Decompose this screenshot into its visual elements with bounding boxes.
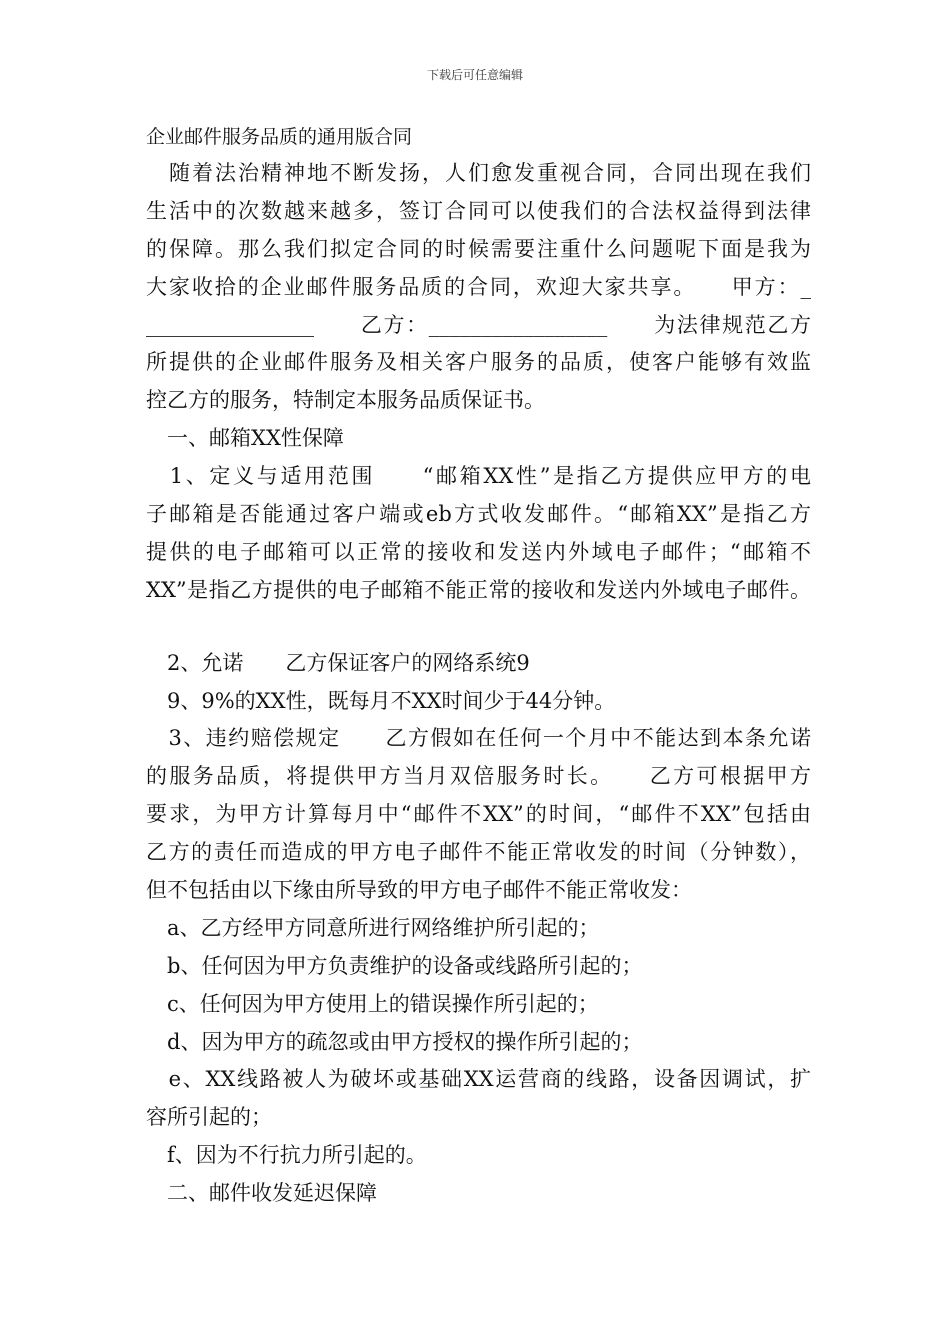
body-line: 控乙方的服务，特制定本服务品质保证书。 bbox=[146, 388, 545, 413]
body-line: a、乙方经甲方同意所进行网络维护所引起的； bbox=[146, 915, 600, 940]
body-line: 二、邮件收发延迟保障 bbox=[146, 1181, 377, 1206]
body-line: 随着法治精神地不断发扬，人们愈发重视合同，合同出现在我们 bbox=[146, 161, 811, 185]
body-line: f、因为不行抗力所引起的。 bbox=[146, 1143, 427, 1168]
body-line: 生活中的次数越来越多，签订合同可以使我们的合法权益得到法律 bbox=[146, 198, 811, 223]
body-line: 乙方的责任而造成的甲方电子邮件不能正常收发的时间（分钟数）， bbox=[146, 840, 811, 865]
body-line: 子邮箱是否能通过客户端或eb方式收发邮件。“邮箱XX”是指乙方 bbox=[146, 502, 811, 527]
body-line: 所提供的企业邮件服务及相关客户服务的品质，使客户能够有效监 bbox=[146, 350, 811, 375]
body-line: 一、邮箱XX性保障 bbox=[146, 426, 344, 451]
document-body bbox=[146, 155, 811, 1213]
body-line: c、任何因为甲方使用上的错误操作所引起的； bbox=[146, 991, 599, 1016]
body-line: 的保障。那么我们拟定合同的时候需要注重什么问题呢下面是我为 bbox=[146, 236, 811, 261]
body-line: 1、定义与适用范围 “邮箱XX性”是指乙方提供应甲方的电 bbox=[146, 464, 811, 489]
body-line: ________________ 乙方：_________________ 为法律规范乙方 bbox=[146, 312, 811, 337]
body-line: 2、允诺 乙方保证客户的网络系统9 bbox=[146, 650, 530, 675]
document-title: 企业邮件服务品质的通用版合同 bbox=[146, 126, 413, 148]
body-line: 提供的电子邮箱可以正常的接收和发送内外域电子邮件；“邮箱不 bbox=[146, 539, 811, 564]
body-line: 3、违约赔偿规定 乙方假如在任何一个月中不能达到本条允诺 bbox=[146, 726, 811, 751]
blank-line bbox=[146, 610, 811, 645]
body-line: 9、9%的XX性，既每月不XX时间少于44分钟。 bbox=[146, 688, 616, 713]
body-line: b、任何因为甲方负责维护的设备或线路所引起的； bbox=[146, 953, 643, 978]
body-line: 但不包括由以下缘由所导致的甲方电子邮件不能正常收发： bbox=[146, 878, 692, 903]
body-line: 容所引起的； bbox=[146, 1105, 272, 1130]
body-line: 要求，为甲方计算每月中“邮件不XX”的时间，“邮件不XX”包括由 bbox=[146, 802, 811, 827]
body-line: e、XX线路被人为破坏或基础XX运营商的线路，设备因调试，扩 bbox=[146, 1067, 811, 1092]
body-line: d、因为甲方的疏忽或由甲方授权的操作所引起的； bbox=[146, 1029, 643, 1054]
body-line: 的服务品质，将提供甲方当月双倍服务时长。 乙方可根据甲方 bbox=[146, 764, 811, 789]
body-line: XX”是指乙方提供的电子邮箱不能正常的接收和发送内外域电子邮件。 bbox=[146, 577, 811, 602]
page-header-note: 下载后可任意编辑 bbox=[426, 68, 523, 82]
body-line: 大家收拾的企业邮件服务品质的合同，欢迎大家共享。 甲方：_ bbox=[146, 274, 811, 299]
